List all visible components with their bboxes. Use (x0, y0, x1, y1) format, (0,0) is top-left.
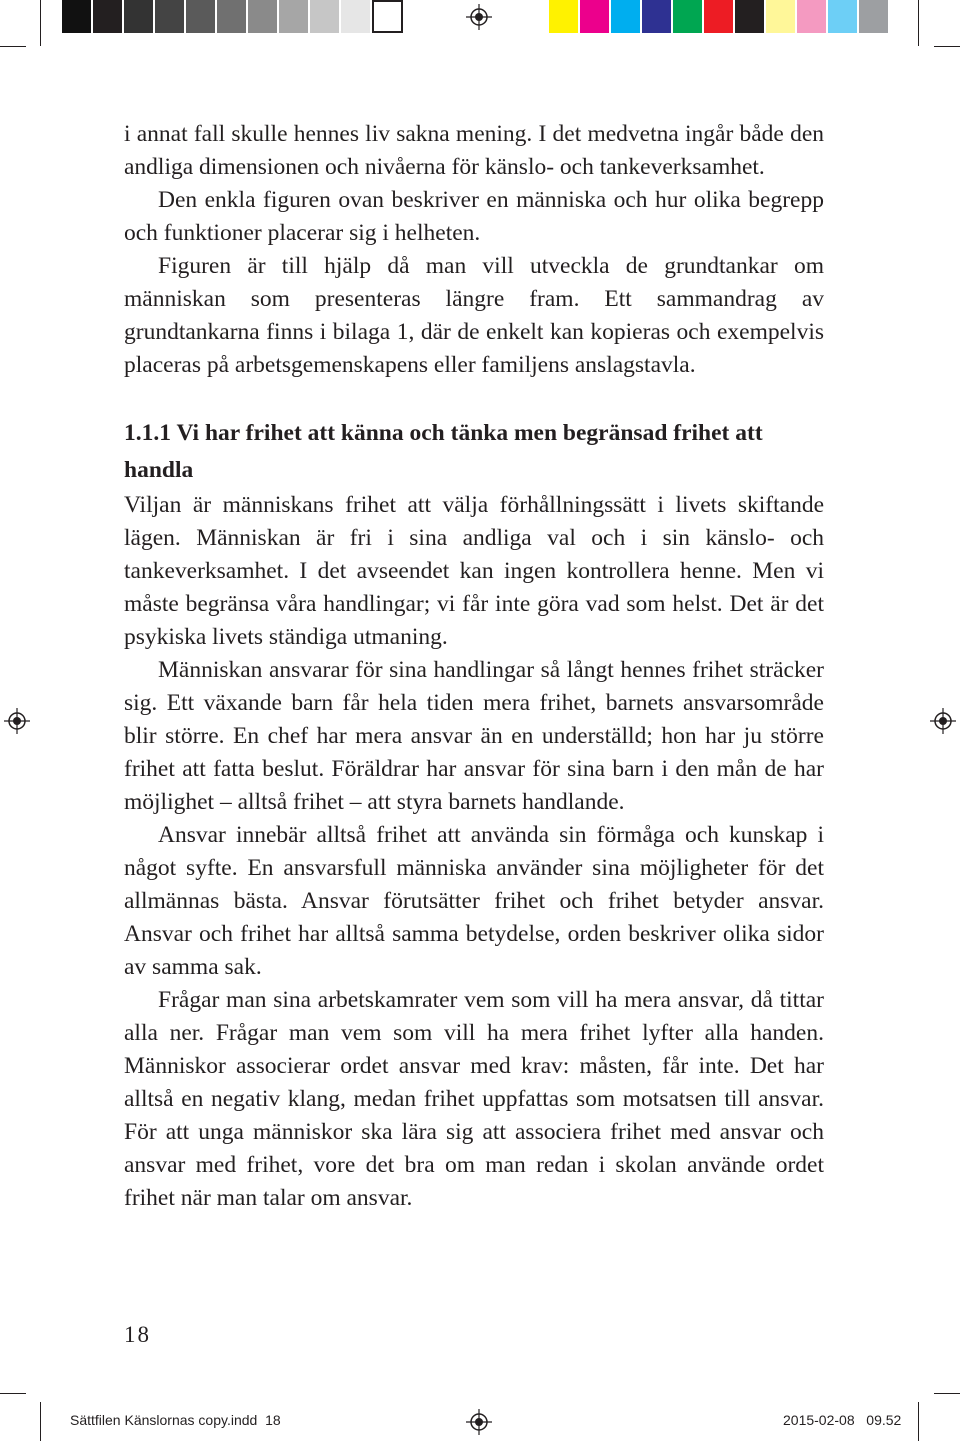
color-swatch (341, 0, 372, 33)
paragraph: i annat fall skulle hennes liv sakna mening. I det medvetna ingår både den andliga dimensionen och nivåerna för känslo- och tankeverksamhet. (124, 121, 824, 180)
paragraph: Frågar man sina arbetskamrater vem som vill ha mera ansvar, då tittar alla ner. Frågar man vem som vill ha mera frihet lyfter alla handen. Människor associerar ordet ansvar med krav: måsten, får inte. Det har alltså en negativ klang, medan frihet uppfattas som motsatsen till ansvar. För att unga människor ska lära sig att associera frihet med ansvar och ansvar med frihet, vore det bra om man redan i skolan använde ordet frihet när man talar om ansvar. (124, 987, 824, 1211)
crop-mark-top-left (40, 0, 41, 46)
color-swatch (642, 0, 673, 33)
color-swatch (673, 0, 704, 33)
grayscale-color-bar (62, 0, 403, 33)
paragraph: Den enkla figuren ovan beskriver en människa och hur olika begrepp och funktioner placerar sig i helheten. (124, 187, 824, 246)
crop-mark-top-right (918, 0, 919, 46)
color-swatch (248, 0, 279, 33)
color-swatch (797, 0, 828, 33)
paragraph: Figuren är till hjälp då man vill utveckla de grundtankar om människan som presenteras längre fram. Ett sammandrag av grundtankarna finns i bilaga 1, där de enkelt kan kopieras och exempelvis placeras på arbetsgemenskapens eller familjens anslagstavla. (124, 253, 824, 378)
registration-mark-top-icon (466, 4, 492, 30)
paragraph: Viljan är människans frihet att välja förhållningssätt i livets skiftande lägen. Människan är fri i sina andliga val och i sin känslo- och tankeverksamhet. I det avseendet kan ingen kontrollera henne. Men vi måste begränsa våra handlingar; vi får inte göra vad som helst. Det är det psykiska livets ständiga utmaning. (124, 492, 824, 650)
color-swatch (828, 0, 859, 33)
crop-mark-top-right-h (934, 46, 960, 47)
color-swatch (766, 0, 797, 33)
color-swatch (62, 0, 93, 33)
color-swatch (93, 0, 124, 33)
page-number: 18 (124, 1322, 151, 1347)
slug-page: 18 (265, 1412, 281, 1428)
crop-mark-top-left-h (0, 46, 26, 47)
body-text (124, 118, 824, 1215)
slug-date-info (783, 1412, 901, 1428)
slug-file-name: Sättfilen Känslornas copy.indd (70, 1412, 258, 1428)
section-number: 1.1.1 (124, 420, 171, 446)
color-swatch (859, 0, 890, 33)
paragraph: Människan ansvarar för sina handlingar så långt hennes frihet sträcker sig. Ett växande barn får hela tiden mera frihet, barnets ansvarsområde blir större. En chef har mera ansvar än en underställd; hon har ju större frihet att fatta beslut. Föräldrar har ansvar för sina barn i den mån de har möjlighet – alltså frihet – att styra barnets handlande. (124, 657, 824, 815)
color-swatch (279, 0, 310, 33)
crop-mark-bottom-right (918, 1402, 919, 1441)
section-heading (124, 415, 824, 489)
color-swatch (704, 0, 735, 33)
color-swatch (372, 0, 403, 33)
registration-mark-left-icon (4, 708, 30, 734)
process-color-bar (549, 0, 890, 33)
crop-mark-bottom-left-h (0, 1393, 26, 1394)
color-swatch (124, 0, 155, 33)
color-swatch (310, 0, 341, 33)
crop-mark-bottom-left (40, 1402, 41, 1441)
color-swatch (217, 0, 248, 33)
registration-mark-right-icon (930, 708, 956, 734)
color-swatch (580, 0, 611, 33)
section-title: Vi har frihet att känna och tänka men begränsad frihet att handla (124, 420, 763, 483)
color-swatch (549, 0, 580, 33)
slug-time: 09.52 (866, 1412, 902, 1428)
slug-date: 2015-02-08 (783, 1412, 855, 1428)
color-swatch (611, 0, 642, 33)
color-swatch (155, 0, 186, 33)
paragraph: Ansvar innebär alltså frihet att använda sin förmåga och kunskap i något syfte. En ansvarsfull människa använder sina möjligheter för det allmännas bästa. Ansvar förutsätter frihet och frihet betyder ansvar. Ansvar och frihet har alltså samma betydelse, orden beskriver olika sidor av samma sak. (124, 822, 824, 980)
crop-mark-bottom-right-h (934, 1393, 960, 1394)
slug-file-info (70, 1412, 281, 1428)
registration-mark-bottom-icon (466, 1409, 492, 1435)
color-swatch (186, 0, 217, 33)
color-swatch (735, 0, 766, 33)
